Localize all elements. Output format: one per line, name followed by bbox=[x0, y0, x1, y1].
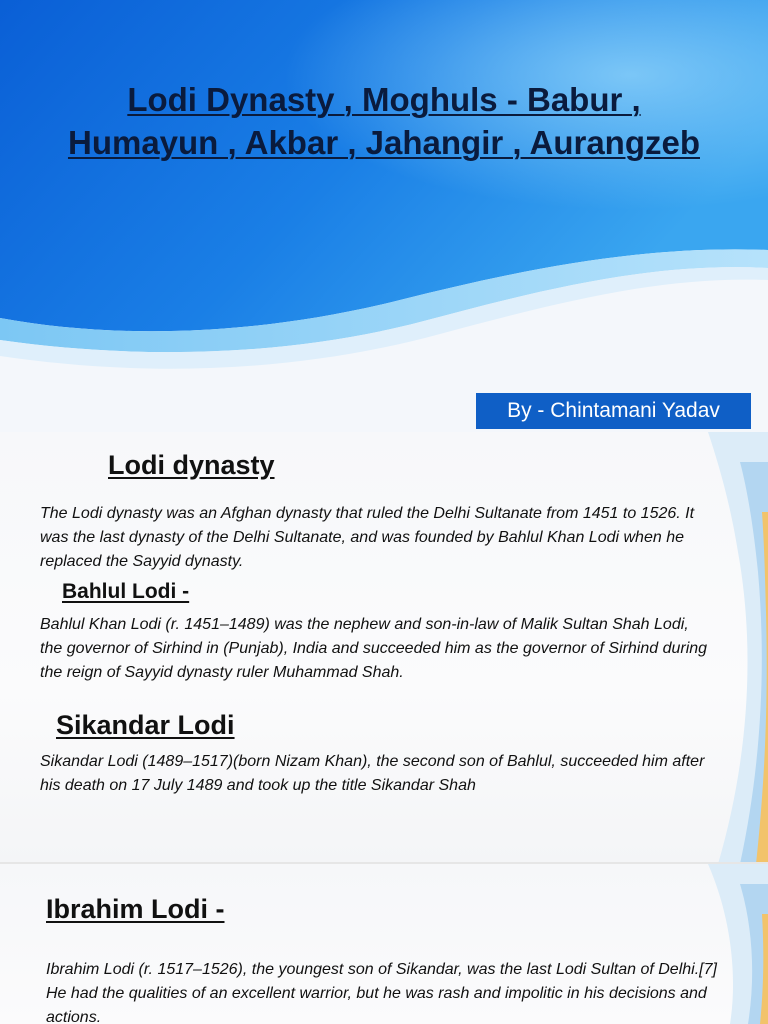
title-line-2: Humayun , Akbar , Jahangir , Aurangzeb bbox=[67, 124, 700, 161]
presentation-title bbox=[14, 78, 754, 164]
title-slide bbox=[0, 0, 768, 432]
sikandar-lodi-text: Sikandar Lodi (1489–1517)(born Nizam Khan), the second son of Bahlul, succeeded him after his death on 17 July 1489 and took up the title Sikandar Shah bbox=[40, 753, 705, 794]
lodi-dynasty-slide bbox=[0, 432, 768, 864]
ibrahim-lodi-text: Ibrahim Lodi (r. 1517–1526), the youngest son of Sikandar, was the last Lodi Sultan of Delhi.[7] He had the qualities of an excellent warrior, but he was rash and impolitic in his decisions and actions. bbox=[46, 961, 717, 1024]
lodi-dynasty-intro: The Lodi dynasty was an Afghan dynasty that ruled the Delhi Sultanate from 1451 to 1526. It was the last dynasty of the Delhi Sultanate, and was founded by Bahlul Khan Lodi when he replaced the Sayyid dynasty. bbox=[40, 505, 695, 570]
ibrahim-lodi-slide bbox=[0, 864, 768, 1024]
title-slide-background bbox=[0, 0, 768, 432]
sikandar-lodi-heading: Sikandar Lodi bbox=[56, 710, 235, 740]
ibrahim-lodi-heading: Ibrahim Lodi - bbox=[46, 894, 225, 924]
author-byline: By - Chintamani Yadav bbox=[476, 393, 751, 429]
bahlul-lodi-text: Bahlul Khan Lodi (r. 1451–1489) was the nephew and son-in-law of Malik Sultan Shah Lodi, the governor of Sirhind in (Punjab), India and succeeded him as the governor of Sirhind during the reign of Sayyid dynasty ruler Muhammad Shah. bbox=[40, 616, 708, 681]
lodi-dynasty-heading: Lodi dynasty bbox=[108, 450, 275, 480]
bahlul-lodi-heading: Bahlul Lodi - bbox=[62, 580, 190, 603]
title-line-1: Lodi Dynasty , Moghuls - Babur , bbox=[127, 81, 641, 118]
